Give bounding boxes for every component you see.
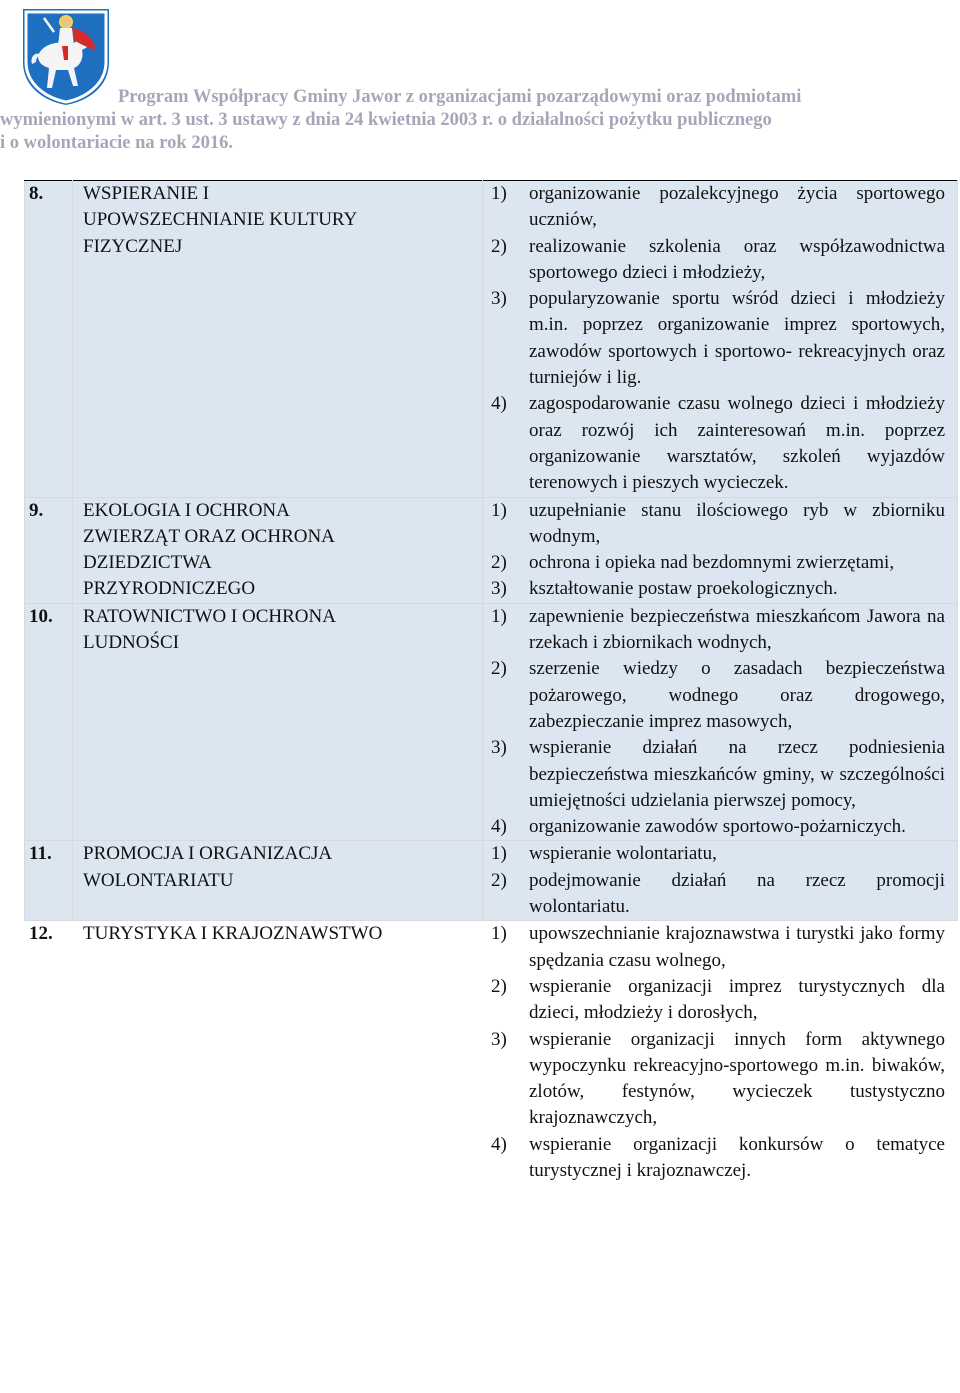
header-line-2: wymienionymi w art. 3 ust. 3 ustawy z dnia 24 kwietnia 2003 r. o działalności pożytku publicznego bbox=[0, 110, 772, 130]
table-row bbox=[25, 841, 958, 921]
task-list-cell bbox=[483, 497, 958, 603]
area-name: TURYSTYKA I KRAJOZNAWSTWO bbox=[73, 921, 483, 1185]
list-item: 2) podejmowanie działań na rzecz promocji wolontariatu. bbox=[491, 869, 945, 918]
task-list bbox=[491, 498, 945, 603]
program-table bbox=[24, 180, 958, 1185]
row-number: 9. bbox=[25, 497, 73, 603]
list-item: 1) uzupełnianie stanu ilościowego ryb w zbiorniku wodnym, bbox=[491, 499, 945, 547]
row-number: 12. bbox=[25, 921, 73, 1185]
table-row bbox=[25, 497, 958, 603]
list-item: 2) ochrona i opieka nad bezdomnymi zwierzętami, bbox=[491, 552, 895, 574]
task-list-cell bbox=[483, 841, 958, 921]
list-item: 4) organizowanie zawodów sportowo-pożarniczych. bbox=[491, 816, 906, 838]
list-item: 1) organizowanie pozalekcyjnego życia sportowego uczniów, bbox=[491, 183, 945, 231]
list-item: 4) zagospodarowanie czasu wolnego dzieci i młodzieży oraz rozwój ich zainteresowań m.in. poprzez organizowanie warsztatów, szkoleń wyjazdów terenowych i pieszych wycieczek. bbox=[491, 393, 945, 494]
header-line-1: Program Współpracy Gminy Jawor z organizacjami pozarządowymi oraz podmiotami bbox=[118, 87, 802, 107]
task-list-cell bbox=[483, 603, 958, 841]
task-list bbox=[491, 841, 945, 920]
row-number: 8. bbox=[25, 181, 73, 498]
list-item: 4) wspieranie organizacji konkursów o tematyce turystycznej i krajoznawczej. bbox=[491, 1133, 945, 1181]
table-row bbox=[25, 921, 958, 1185]
task-list bbox=[491, 604, 945, 841]
area-name: PROMOCJA I ORGANIZACJA WOLONTARIATU bbox=[73, 841, 483, 921]
header-line-3: i o wolontariacie na rok 2016. bbox=[0, 133, 233, 153]
task-list bbox=[491, 181, 945, 497]
list-item: 1) zapewnienie bezpieczeństwa mieszkańcom Jawora na rzekach i zbiornikach wodnych, bbox=[491, 605, 945, 654]
row-number: 11. bbox=[25, 841, 73, 921]
list-item: 2) realizowanie szkolenia oraz współzawodnictwa sportowego dzieci i młodzieży, bbox=[491, 235, 945, 283]
list-item: 3) wspieranie organizacji innych form aktywnego wypoczynku rekreacyjno-sportowego m.in. biwaków, zlotów, festynów, wycieczek tustystyczno krajoznawczych, bbox=[491, 1028, 945, 1129]
task-list-cell bbox=[483, 921, 958, 1185]
list-item: 1) upowszechnianie krajoznawstwa i turystki jako formy spędzania czasu wolnego, bbox=[491, 923, 945, 971]
area-name: WSPIERANIE I UPOWSZECHNIANIE KULTURY FIZYCZNEJ bbox=[73, 181, 483, 498]
list-item: 3) wspieranie działań na rzecz podniesienia bezpieczeństwa mieszkańców gminy, w szczególności umiejętności udzielania pierwszej pomocy, bbox=[491, 737, 945, 811]
table-row bbox=[25, 181, 958, 498]
list-item: 2) wspieranie organizacji imprez turystycznych dla dzieci, młodzieży i dorosłych, bbox=[491, 975, 945, 1024]
table-row bbox=[25, 603, 958, 841]
list-item: 2) szerzenie wiedzy o zasadach bezpieczeństwa pożarowego, wodnego oraz drogowego, zabezpieczanie imprez masowych, bbox=[491, 658, 945, 732]
row-number: 10. bbox=[25, 603, 73, 841]
document-header bbox=[0, 86, 960, 155]
list-item: 1) wspieranie wolontariatu, bbox=[491, 843, 717, 865]
list-item: 3) kształtowanie postaw proekologicznych. bbox=[491, 578, 838, 600]
area-name: RATOWNICTWO I OCHRONA LUDNOŚCI bbox=[73, 603, 483, 841]
area-name: EKOLOGIA I OCHRONA ZWIERZĄT ORAZ OCHRONA DZIEDZICTWA PRZYRODNICZEGO bbox=[73, 497, 483, 603]
list-item: 3) popularyzowanie sportu wśród dzieci i młodzieży m.in. poprzez organizowanie imprez sportowych, zawodów sportowych i sportowo- rekreacyjnych oraz turniejów i lig. bbox=[491, 288, 945, 389]
task-list-cell bbox=[483, 181, 958, 498]
task-list bbox=[491, 921, 945, 1184]
